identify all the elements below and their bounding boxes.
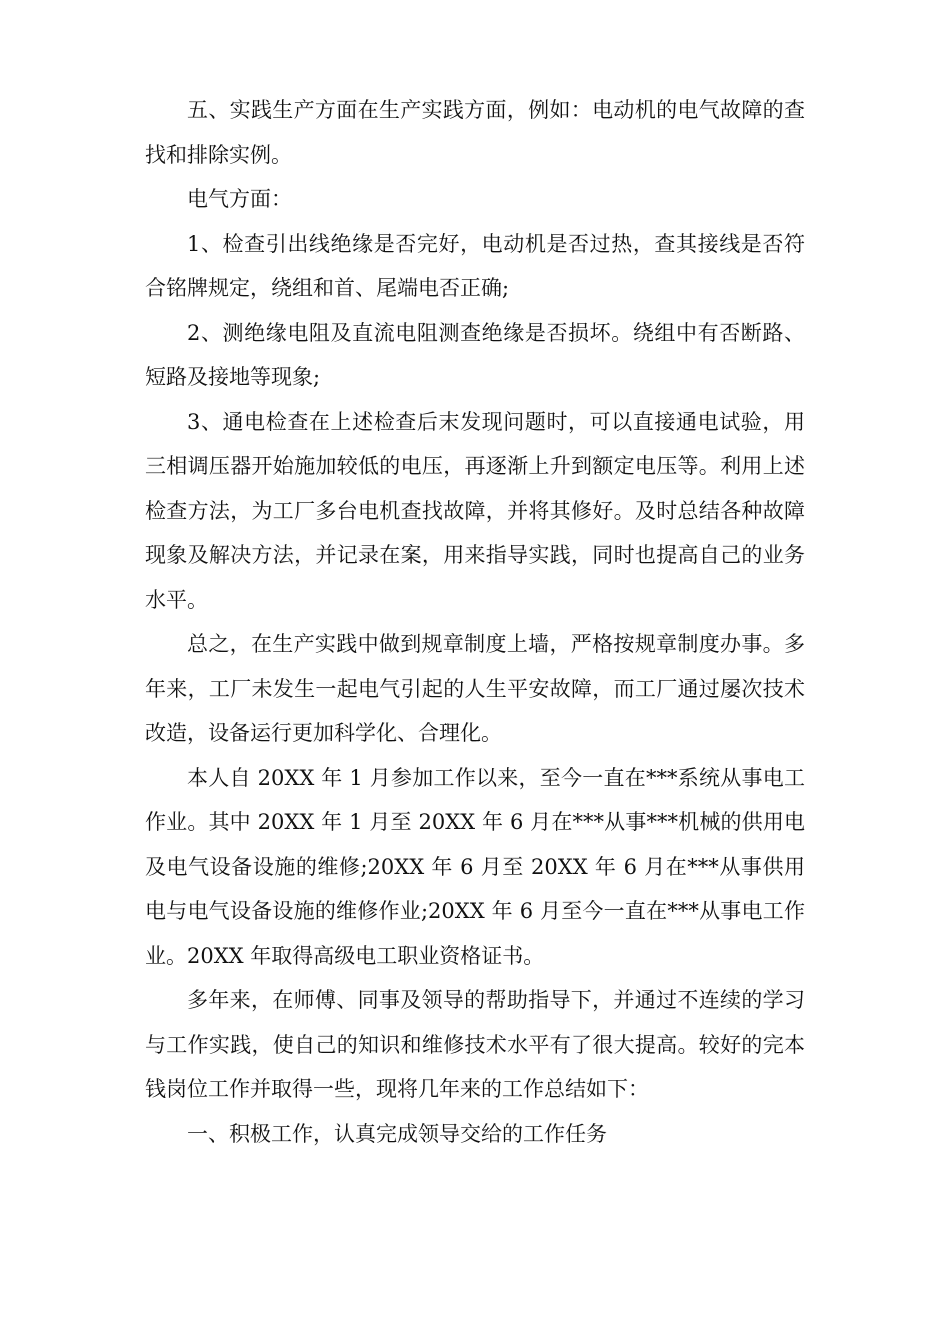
paragraph-electrical-heading: 电气方面：: [187, 187, 292, 211]
paragraph-section-one-heading: 一、积极工作，认真完成领导交给的工作任务: [187, 1121, 607, 1146]
document-body: [145, 88, 805, 1156]
paragraph-work-history: 本人自 20XX 年 1 月参加工作以来，至今一直在***系统从事电工作业。其中 20XX 年 1 月至 20XX 年 6 月在***从事***机械的供用电及电气设备设施的维修;20XX 年 6 月至 20XX 年 6 月在***从事供用电与电气设备设施的维修作业;20XX 年 6 月至今一直在***从事电工作业。20XX 年取得高级电工职业资格证书。: [145, 765, 805, 968]
paragraph-learning: 多年来，在师傅、同事及领导的帮助指导下，并通过不连续的学习与工作实践，使自己的知识和维修技术水平有了很大提高。较好的完本钱岗位工作并取得一些，现将几年来的工作总结如下：: [145, 988, 805, 1101]
paragraph-step-3: 3、通电检查在上述检查后末发现问题时，可以直接通电试验，用三相调压器开始施加较低的电压，再逐渐上升到额定电压等。利用上述检查方法，为工厂多台电机查找故障，并将其修好。及时总结各种故障现象及解决方法，并记录在案，用来指导实践，同时也提高自己的业务水平。: [145, 409, 805, 612]
paragraph-summary: 总之，在生产实践中做到规章制度上墙，严格按规章制度办事。多年来，工厂未发生一起电气引起的人生平安故障，而工厂通过屡次技术改造，设备运行更加科学化、合理化。: [145, 632, 805, 745]
paragraph-step-1: 1、检查引出线绝缘是否完好，电动机是否过热，查其接线是否符合铭牌规定，绕组和首、尾端电否正确;: [145, 231, 805, 300]
paragraph-step-2: 2、测绝缘电阻及直流电阻测查绝缘是否损坏。绕组中有否断路、短路及接地等现象;: [145, 320, 805, 389]
paragraph-practice-heading: 五、实践生产方面在生产实践方面，例如：电动机的电气故障的查找和排除实例。: [145, 98, 805, 167]
